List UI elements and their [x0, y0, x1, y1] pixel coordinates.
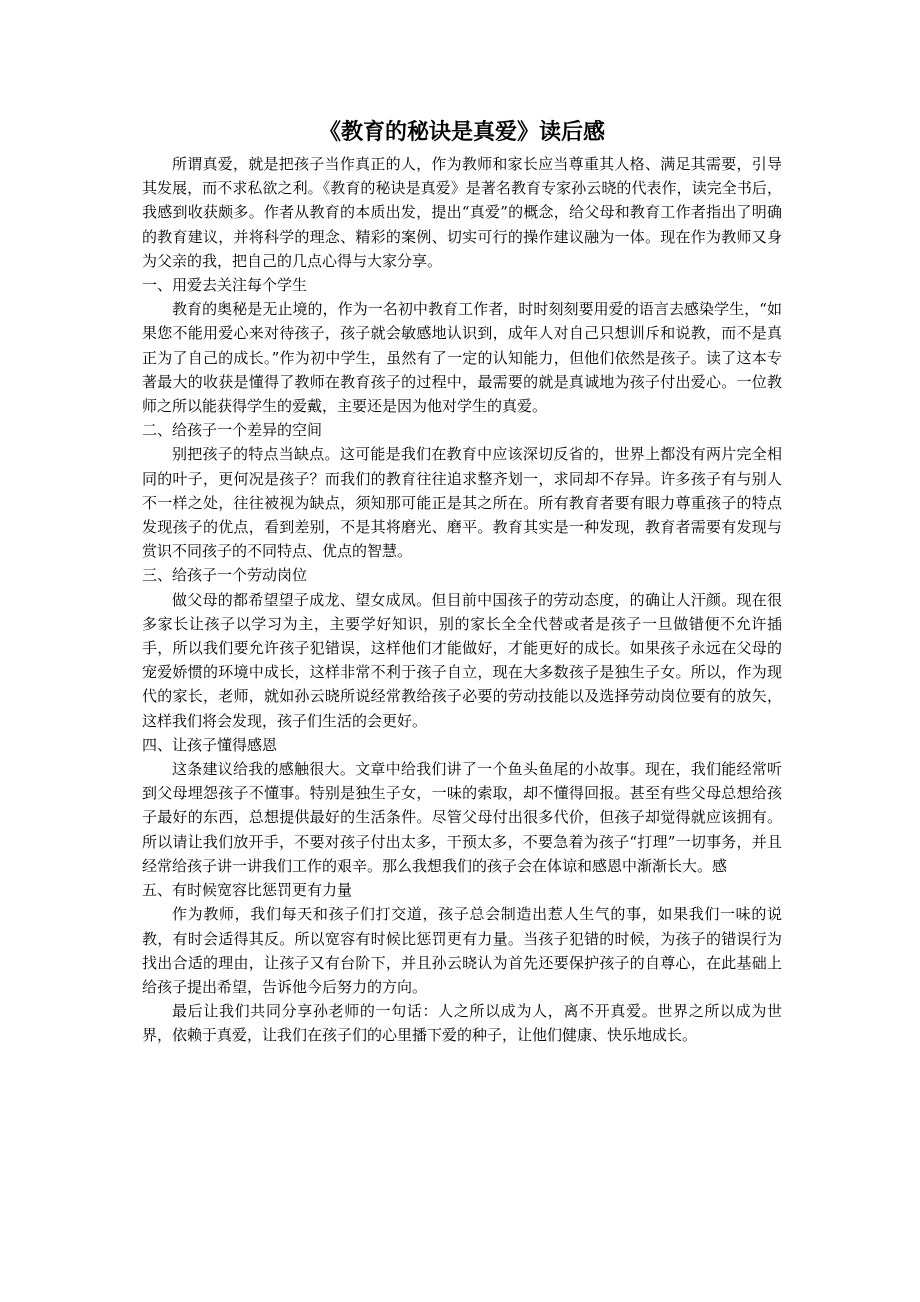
section-paragraph-3: 做父母的都希望望子成龙、望女成凤。但目前中国孩子的劳动态度，的确让人汗颜。现在很多家长让孩子以学习为主，主要学好知识，别的家长全全代替或者是孩子一旦做错便不允许插手，所以我们要允许孩子犯错误，这样他们才能做好，才能更好的成长。如果孩子永远在父母的宠爱娇惯的环境中成长，这样非常不利于孩子自立，现在大多数孩子是独生子女。所以，作为现代的家长，老师，就如孙云晓所说经常教给孩子必要的劳动技能以及选择劳动岗位要有的放矢，这样我们将会发现，孩子们生活的会更好。 [142, 590, 782, 730]
section-heading-4: 四、让孩子懂得感恩 [142, 735, 278, 754]
section-paragraph-2: 别把孩子的特点当缺点。这可能是我们在教育中应该深切反省的，世界上都没有两片完全相同的叶子，更何况是孩子？而我们的教育往往追求整齐划一，求同却不存异。许多孩子有与别人不一样之处，往往被视为缺点，须知那可能正是其之所在。所有教育者要有眼力尊重孩子的特点发现孩子的优点，看到差别，不是其将磨光、磨平。教育其实是一种发现，教育者需要有发现与赏识不同孩子的不同特点、优点的智慧。 [142, 445, 782, 561]
document-page [142, 118, 782, 1048]
section-heading-3: 三、给孩子一个劳动岗位 [142, 566, 308, 585]
section-heading-2: 二、给孩子一个差异的空间 [142, 421, 323, 440]
intro-paragraph: 所谓真爱，就是把孩子当作真正的人，作为教师和家长应当尊重其人格、满足其需要，引导其发展，而不求私欲之利。《教育的秘诀是真爱》是著名教育专家孙云晓的代表作，读完全书后，我感到收获颇多。作者从教育的本质出发，提出“真爱”的概念，给父母和教育工作者指出了明确的教育建议，并将科学的理念、精彩的案例、切实可行的操作建议融为一体。现在作为教师又身为父亲的我，把自己的几点心得与大家分享。 [142, 155, 782, 270]
section-heading-1: 一、用爱去关注每个学生 [142, 276, 308, 295]
section-heading-5: 五、有时候宽容比惩罚更有力量 [142, 881, 353, 900]
section-paragraph-5: 作为教师，我们每天和孩子们打交道，孩子总会制造出惹人生气的事，如果我们一味的说教，有时会适得其反。所以宽容有时候比惩罚更有力量。当孩子犯错的时候，为孩子的错误行为找出合适的理由，让孩子又有台阶下，并且孙云晓认为首先还要保护孩子的自尊心，在此基础上给孩子提出希望，告诉他今后努力的方向。 [142, 905, 782, 996]
closing-paragraph: 最后让我们共同分享孙老师的一句话：人之所以成为人，离不开真爱。世界之所以成为世界，依赖于真爱，让我们在孩子们的心里播下爱的种子，让他们健康、快乐地成长。 [142, 1002, 782, 1045]
section-paragraph-4: 这条建议给我的感触很大。文章中给我们讲了一个鱼头鱼尾的小故事。现在，我们能经常听到父母埋怨孩子不懂事。特别是独生子女，一味的索取，却不懂得回报。甚至有些父母总想给孩子最好的东西，总想提供最好的生活条件。尽管父母付出很多代价，但孩子却觉得就应该拥有。所以请让我们放开手，不要对孩子付出太多，干预太多，不要急着为孩子“打理”一切事务，并且经常给孩子讲一讲我们工作的艰辛。那么我想我们的孩子会在体谅和感恩中渐渐长大。感 [142, 760, 782, 875]
document-title: 《教育的秘诀是真爱》读后感 [318, 120, 605, 145]
section-paragraph-1: 教育的奥秘是无止境的，作为一名初中教育工作者，时时刻刻要用爱的语言去感染学生，“如果您不能用爱心来对待孩子，孩子就会敏感地认识到，成年人对自己只想训斥和说教，而不是真正为了自己的成长。”作为初中学生，虽然有了一定的认知能力，但他们依然是孩子。读了这本专著最大的收获是懂得了教师在教育孩子的过程中，最需要的就是真诚地为孩子付出爱心。一位教师之所以能获得学生的爱戴，主要还是因为他对学生的真爱。 [142, 300, 782, 416]
